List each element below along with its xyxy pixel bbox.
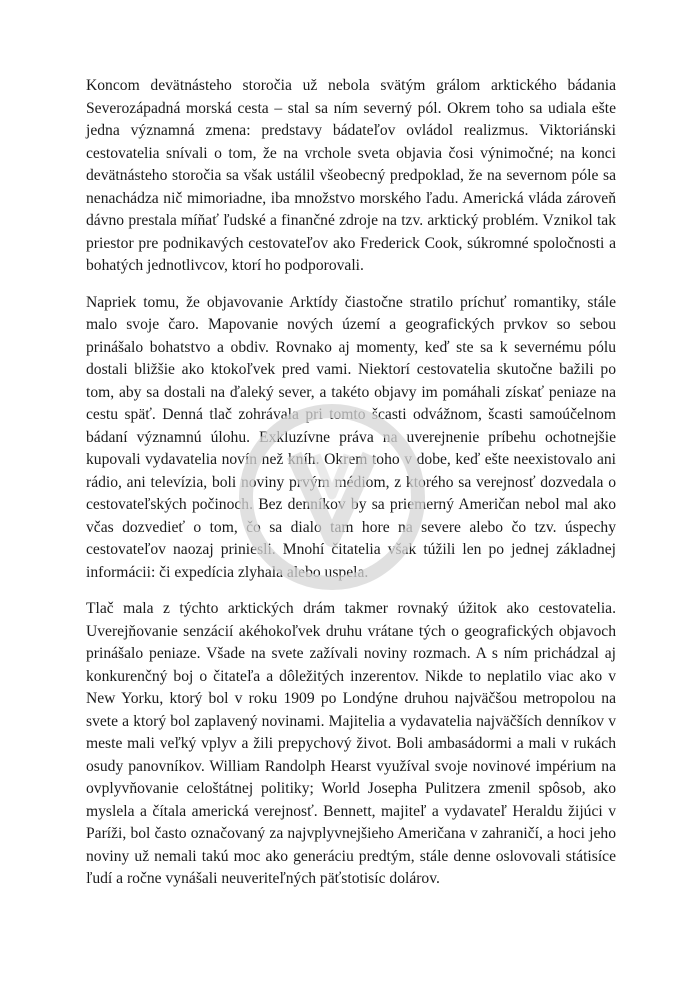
paragraph-3: Tlač mala z týchto arktických drám takmer rovnaký úžitok ako cestovatelia. Uverejňovanie senzácií akéhokoľvek druhu vrátane tých o geografických objavoch prinášalo peniaze. Všade na svete zažívali noviny rozmach. A s ním prichádzal aj konkurenčný boj o čitateľa a dôležitých inzerentov. Nikde to neplatilo viac ako v New Yorku, ktorý bol v roku 1909 po Londýne druhou najväčšou metropolou na svete a ktorý bol zaplavený novinami. Majitelia a vydavatelia najväčších denníkov v meste mali veľký vplyv a žili prepychový život. Boli ambasádormi a mali v rukách osudy panovníkov. William Randolph Hearst využíval svoje novinové impérium na ovplyvňovanie celoštátnej politiky; World Josepha Pulitzera zmenil spôsob, ako myslela a čítala americká verejnosť. Bennett, majiteľ a vydavateľ Heraldu žijúci v Paríži, bol často označovaný za najvplyvnejšieho Američana v zahraničí, a hoci jeho noviny už nemali takú moc ako generáciu predtým, stále denne oslovovali státisíce ľudí a ročne vynášali neuveriteľných päťstotisíc dolárov. (86, 600, 616, 887)
paragraph-2: Napriek tomu, že objavovanie Arktídy čiastočne stratilo príchuť romantiky, stále malo svoje čaro. Mapovanie nových území a geografických prvkov so sebou prinášalo bohatstvo a obdiv. Rovnako aj momenty, keď ste sa k severnému pólu dostali bližšie ako ktokoľvek pred vami. Niektorí cestovatelia skutočne bažili po tom, aby sa dostali na ďaleký sever, a takéto objavy im pomáhali získať peniaze na cestu späť. Denná tlač zohrávala pri tomto šcasti odvážnom, šcasti samoúčelnom bádaní významnú úlohu. Exkluzívne práva na uverejnenie príbehu ochotnejšie kupovali vydavatelia novín než kníh. Okrem toho v dobe, keď ešte neexistovalo ani rádio, ani televízia, boli noviny prvým médiom, z ktorého sa verejnosť dozvedala o cestovateľských počinoch. Bez denníkov by sa priemerný Američan nebol mal ako včas dozvedieť o tom, čo sa dialo tam hore na severe alebo čo tzv. úspechy cestovateľov naozaj priniesli. Mnohí čitatelia však túžili len po jednej základnej informácii: či expedícia zlyhala alebo uspela. (86, 293, 616, 581)
paragraph-1: Koncom devätnásteho storočia už nebola svätým grálom arktického bádania Severozápadná morská cesta – stal sa ním severný pól. Okrem toho sa udiala ešte jedna významná zmena: predstavy bádateľov ovládol realizmus. Viktoriánski cestovatelia snívali o tom, že na vrchole sveta objavia čosi výnimočné; na konci devätnásteho storočia sa však ustálil všeobecný predpoklad, že na severnom póle sa nenachádza nič mimoriadne, iba množstvo morského ľadu. Americká vláda zároveň dávno prestala míňať ľudské a finančné zdroje na tzv. arktický problém. Vznikol tak priestor pre podnikavých cestovateľov ako Frederick Cook, súkromné spoločnosti a bohatých jednotlivcov, ktorí ho podporovali. (86, 77, 616, 274)
body-text (86, 75, 616, 905)
